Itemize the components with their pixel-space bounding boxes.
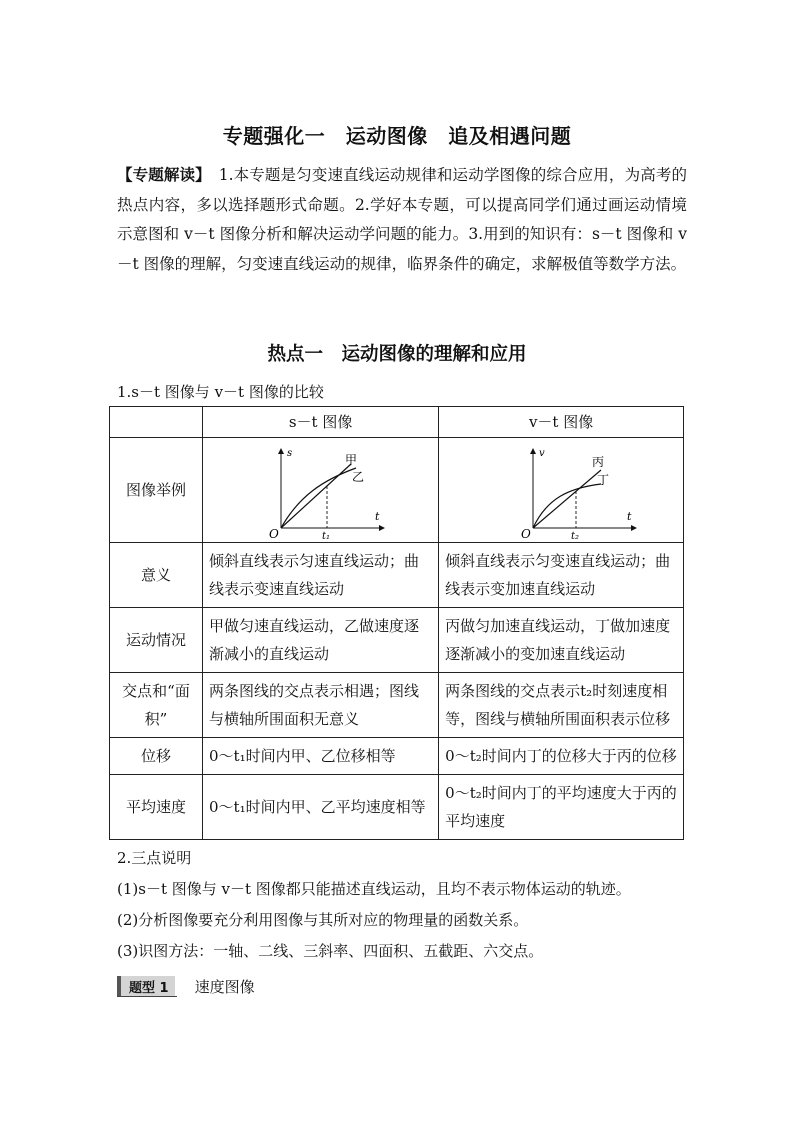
vt-curve-label: 丁 <box>597 473 610 487</box>
cell-st: 倾斜直线表示匀速直线运动；曲线表示变速直线运动 <box>203 543 439 608</box>
tag-underline <box>117 996 177 997</box>
notes-section <box>117 843 631 967</box>
cell-vt: 两条图线的交点表示t₂时刻速度相等，图线与横轴所围面积表示位移 <box>439 673 684 738</box>
curve-ding <box>533 484 601 528</box>
vt-line-label: 丙 <box>592 455 605 469</box>
cell-vt: 0～t₂时间内丁的平均速度大于丙的平均速度 <box>439 775 684 840</box>
row-label: 意义 <box>110 543 203 608</box>
line-bing <box>533 470 601 528</box>
page-title: 专题强化一 运动图像 追及相遇问题 <box>222 124 572 148</box>
question-type-label: 速度图像 <box>194 978 255 996</box>
st-curve-label: 乙 <box>351 470 364 484</box>
table-row <box>110 543 684 608</box>
row-label: 交点和“面积” <box>110 673 203 738</box>
vt-tick: t₂ <box>571 531 580 540</box>
table-corner-cell <box>110 407 203 438</box>
cell-vt: 倾斜直线表示匀变速直线运动；曲线表示变加速直线运动 <box>439 543 684 608</box>
st-line-label: 甲 <box>344 453 357 467</box>
vt-x-label: t <box>627 510 632 523</box>
row-label: 平均速度 <box>110 775 203 840</box>
row-label: 位移 <box>110 738 203 775</box>
cell-st: 两条图线的交点表示相遇；图线与横轴所围面积无意义 <box>203 673 439 738</box>
note-item: (2)分析图像要充分利用图像与其所对应的物理量的函数关系。 <box>117 911 529 929</box>
table-row <box>110 438 684 543</box>
st-graph <box>211 440 431 540</box>
row-label: 图像举例 <box>110 438 203 543</box>
table-row <box>110 738 684 775</box>
st-tick: t₁ <box>321 531 330 540</box>
line-jia <box>281 464 351 528</box>
curve-yi <box>281 468 356 528</box>
table-header-row <box>110 407 684 438</box>
st-x-label: t <box>374 510 379 523</box>
question-type-tag <box>117 976 255 997</box>
comparison-table <box>109 406 684 840</box>
comparison-title: 1.s－t 图像与 v－t 图像的比较 <box>117 383 324 401</box>
row-label: 运动情况 <box>110 608 203 673</box>
vt-graph <box>451 440 671 540</box>
cell-vt: 0～t₂时间内丁的位移大于丙的位移 <box>439 738 684 775</box>
note-item: (3)识图方法：一轴、二线、三斜率、四面积、五截距、六交点。 <box>117 942 544 960</box>
vt-y-label: v <box>539 448 545 459</box>
intro-text: 1.本专题是匀变速直线运动规律和运动学图像的综合应用，为高考的热点内容，多以选择题形式命题。2.学好本专题，可以提高同学们通过画运动情境示意图和 v－t 图像分析和解决运动学问题的能力。3.用到的知识有：s－t 图像和 v－t 图像的理解，匀变速直线运动的规律，临界条件的确定，求解极值等数学方法。 <box>117 166 687 273</box>
cell-st: 0～t₁时间内甲、乙位移相等 <box>203 738 439 775</box>
note-item: (1)s－t 图像与 v－t 图像都只能描述直线运动，且均不表示物体运动的轨迹。 <box>117 880 631 898</box>
intro-lead: 【专题解读】 <box>117 165 204 184</box>
table-row <box>110 673 684 738</box>
topic-introduction <box>117 160 687 279</box>
st-origin: O <box>268 527 279 540</box>
section-heading: 热点一 运动图像的理解和应用 <box>267 344 527 365</box>
question-type-badge: 题型 1 <box>117 976 175 997</box>
table-row <box>110 608 684 673</box>
cell-vt: 丙做匀加速直线运动，丁做加速度逐渐减小的变加速直线运动 <box>439 608 684 673</box>
cell-st: 甲做匀速直线运动，乙做速度逐渐减小的直线运动 <box>203 608 439 673</box>
st-y-label: s <box>286 448 292 459</box>
vt-origin: O <box>521 527 531 540</box>
notes-heading: 2.三点说明 <box>117 849 192 867</box>
st-graph-cell <box>203 438 439 543</box>
cell-st: 0～t₁时间内甲、乙平均速度相等 <box>203 775 439 840</box>
table-row <box>110 775 684 840</box>
col-header-vt: v－t 图像 <box>439 407 684 438</box>
vt-graph-cell <box>439 438 684 543</box>
col-header-st: s－t 图像 <box>203 407 439 438</box>
